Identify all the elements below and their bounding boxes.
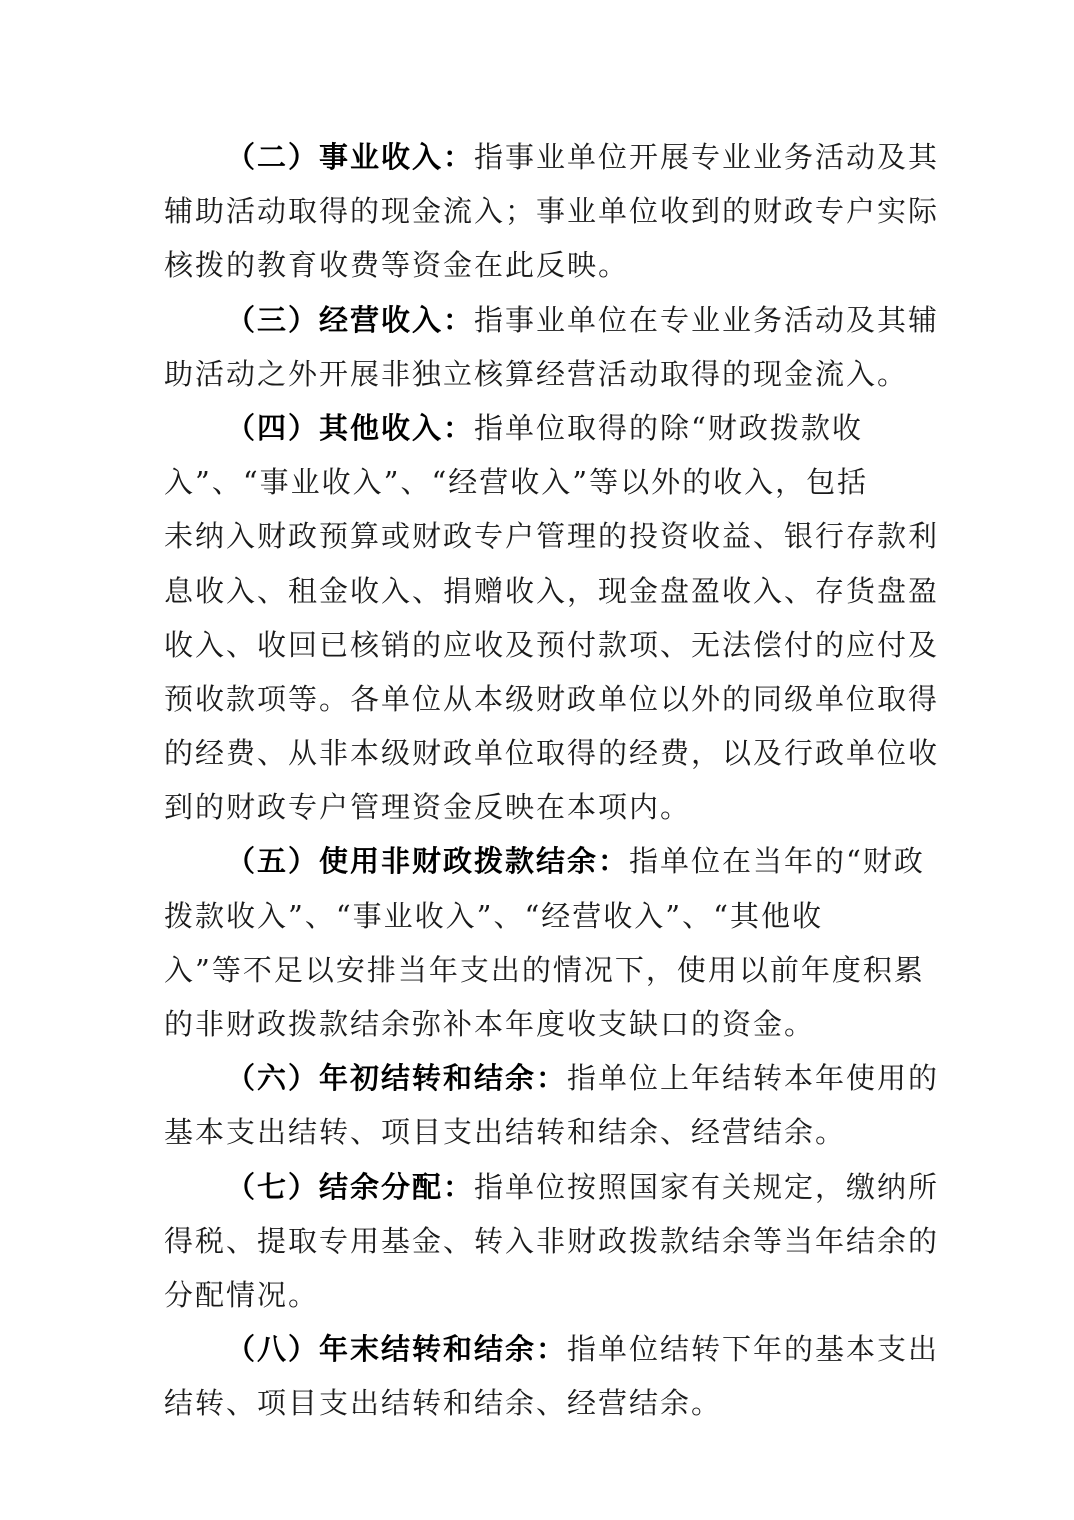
text-line: 未纳入财政预算或财政专户管理的投资收益、银行存款利 [164, 519, 940, 554]
text-line: 预收款项等。各单位从本级财政单位以外的同级单位取得 [164, 681, 940, 716]
text-line: 核拨的教育收费等资金在此反映。 [164, 248, 630, 283]
body-text: 指单位按照国家有关规定，缴纳所 [474, 1169, 940, 1204]
body-text: 指事业单位在专业业务活动及其辅 [474, 302, 940, 337]
text-line: 的非财政拨款结余弥补本年度收支缺口的资金。 [164, 1007, 816, 1041]
body-text: 指单位上年结转本年使用的 [567, 1061, 940, 1096]
body-text: 指单位取得的除“财政拨款收 [474, 410, 863, 445]
text-line: 到的财政专户管理资金反映在本项内。 [164, 790, 692, 825]
text-line: 入”、“事业收入”、“经营收入”等以外的收入，包括 [164, 465, 869, 500]
paragraph-opening-carryover [164, 1051, 940, 1159]
document-body [164, 130, 940, 1431]
text-line: 拨款收入”、“事业收入”、“经营收入”、“其他收 [164, 898, 823, 933]
text-line: 的经费、从非本级财政单位取得的经费，以及行政单位收 [164, 736, 940, 771]
text-line: 收入、收回已核销的应收及预付款项、无法偿付的应付及 [164, 627, 940, 662]
text-line [164, 1322, 940, 1376]
text-line [164, 1051, 940, 1105]
text-line: 入”等不足以安排当年支出的情况下，使用以前年度积累 [164, 952, 925, 987]
text-line: 辅助活动取得的现金流入；事业单位收到的财政专户实际 [164, 194, 940, 229]
text-line: 息收入、租金收入、捐赠收入，现金盘盈收入、存货盘盈 [164, 573, 940, 608]
section-heading: （四）其他收入： [226, 410, 475, 445]
paragraph-operating-income [164, 293, 940, 401]
text-line: 基本支出结转、项目支出结转和结余、经营结余。 [164, 1115, 847, 1150]
text-line [164, 401, 886, 455]
paragraph-closing-carryover [164, 1322, 940, 1430]
section-heading: （五）使用非财政拨款结余： [226, 844, 630, 879]
body-text: 指事业单位开展专业业务活动及其 [474, 140, 940, 174]
section-heading: （二）事业收入： [226, 140, 475, 174]
section-heading: （七）结余分配： [226, 1169, 475, 1204]
text-line: 得税、提取专用基金、转入非财政拨款结余等当年结余的 [164, 1223, 940, 1258]
text-line: 助活动之外开展非独立核算经营活动取得的现金流入。 [164, 356, 909, 391]
text-line [164, 834, 925, 888]
section-heading: （六）年初结转和结余： [226, 1061, 568, 1096]
text-line [164, 130, 940, 184]
text-line [164, 293, 940, 347]
paragraph-other-income [164, 401, 940, 835]
text-line [164, 1160, 940, 1214]
paragraph-surplus-distribution [164, 1160, 940, 1323]
text-line: 结转、项目支出结转和结余、经营结余。 [164, 1386, 723, 1421]
body-text: 指单位在当年的“财政 [629, 844, 925, 879]
section-heading: （八）年末结转和结余： [226, 1332, 568, 1367]
section-heading: （三）经营收入： [226, 302, 475, 337]
paragraph-non-fiscal-balance [164, 834, 925, 1051]
text-line: 分配情况。 [164, 1277, 320, 1312]
body-text: 指单位结转下年的基本支出 [567, 1332, 940, 1367]
paragraph-business-income [164, 130, 940, 293]
